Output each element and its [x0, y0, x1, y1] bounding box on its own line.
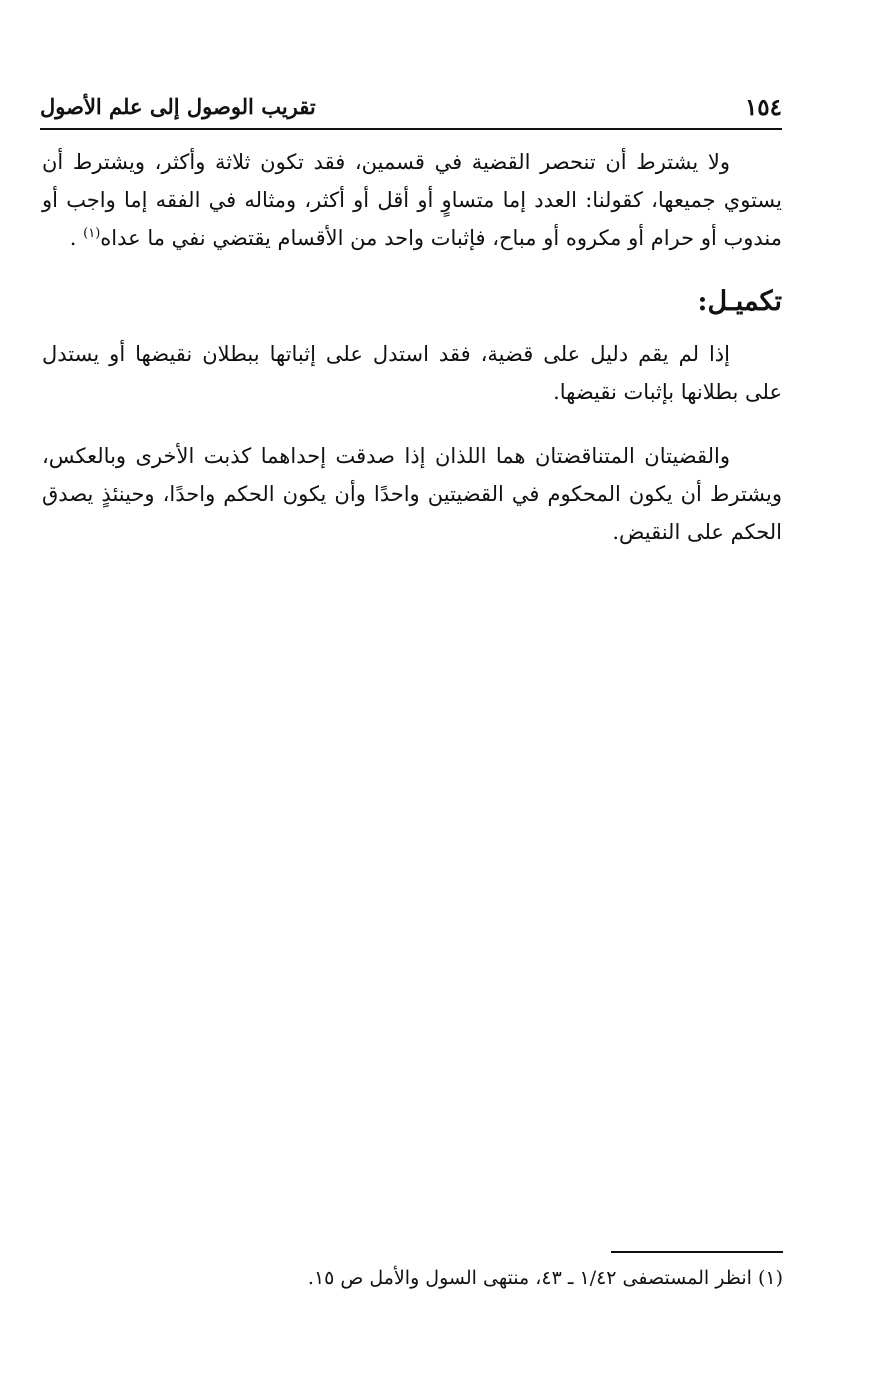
footnote-separator	[611, 1251, 783, 1253]
paragraph-3: والقضيتان المتناقضتان هما اللذان إذا صدقت إحداهما كذبت الأخرى وبالعكس، ويشترط أن يكون المحكوم في القضيتين واحدًا وأن يكون الحكم واحدًا، وحينئذٍ يصدق الحكم على النقيض.	[42, 444, 782, 544]
paragraph-2: إذا لم يقم دليل على قضية، فقد استدل على إثباتها ببطلان نقيضها أو يستدل على بطلانها بإثبات نقيضها.	[42, 342, 782, 404]
page-header	[40, 88, 782, 128]
footnote-text: انظر المستصفى ١/٤٢ ـ ٤٣، منتهى السول والأمل ص ١٥.	[307, 1267, 752, 1289]
section-heading: تكميـل:	[697, 286, 782, 317]
paragraph-1-text: ولا يشترط أن تنحصر القضية في قسمين، فقد تكون ثلاثة وأكثر، ويشترط أن يستوي جميعها، كقولنا: العدد إما متساوٍ أو أقل أو أكثر، ومثاله في الفقه إما واجب أو مندوب أو حرام أو مكروه أو مباح، فإثبات واحد من الأقسام يقتضي نفي ما عداه	[42, 150, 782, 250]
running-title: تقريب الوصول إلى علم الأصول	[40, 94, 316, 119]
footnote-reference[interactable]: (١)	[83, 226, 101, 241]
paragraph-1	[42, 143, 782, 257]
paragraph-1-end: .	[69, 226, 84, 250]
footnote-1	[83, 1262, 783, 1294]
footnote-marker: (١)	[757, 1267, 783, 1289]
header-rule	[40, 128, 782, 130]
main-text	[42, 143, 782, 577]
page-number: ١٥٤	[744, 94, 782, 121]
